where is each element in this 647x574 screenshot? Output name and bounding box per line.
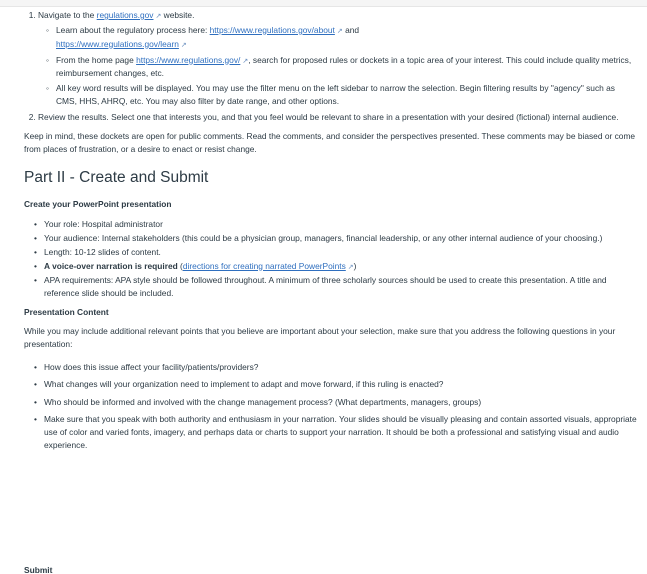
question-4: • Make sure that you speak with both authority and enthusiasm in your narration. Your slides should be visually pleasing and contain assorted visuals, appropriate use of color and varied fonts, imagery, and perhaps data or charts to support your narration. It should be both a professional and satisfying visual and audio experience. bbox=[44, 413, 637, 452]
dockets-paragraph: Keep in mind, these dockets are open for public comments. Read the comments, and consider the perspectives presented. These comments may be biased or come from places of frustration, or a desire to enact or resist change. bbox=[24, 131, 636, 155]
learn-link[interactable]: https://www.regulations.gov/learn bbox=[56, 38, 179, 49]
question-3: • Who should be informed and involved with the change management process? (What departments, managers, groups) bbox=[44, 396, 637, 409]
substep-home bbox=[56, 54, 637, 81]
home-suffix: , search for proposed rules or dockets in a topic area of your interest. This could include quality metrics, reimbursement changes, etc. bbox=[56, 54, 632, 79]
home-prefix: From the home page bbox=[56, 54, 137, 65]
question-2: • What changes will your organization need to implement to adapt and move forward, if this ruling is enacted? bbox=[44, 378, 637, 391]
regulations-link[interactable]: regulations.gov bbox=[96, 10, 154, 20]
instruction-steps bbox=[24, 9, 637, 124]
narrated-ppt-link[interactable]: directions for creating narrated PowerPoints bbox=[182, 260, 346, 271]
step1-suffix: website. bbox=[161, 10, 195, 20]
content-heading: Presentation Content bbox=[24, 307, 109, 318]
content-intro: While you may include additional relevant points that you believe are important about your selection, make sure that you address the following questions in your presentation: bbox=[24, 326, 616, 350]
voice-close: ) bbox=[353, 260, 357, 271]
presentation-questions bbox=[24, 361, 637, 451]
external-link-icon: ↗ bbox=[180, 41, 187, 49]
step-review: 2. Review the results. Select one that interests you, and that you feel would be relevant to share in a presentation with your desired (fictional) internal audience. bbox=[38, 111, 637, 124]
req-apa: • APA requirements: APA style should be followed throughout. A minimum of three scholarly sources should be used to create this presentation. A title and reference slide should be included. bbox=[44, 274, 637, 300]
about-link[interactable]: https://www.regulations.gov/about bbox=[209, 24, 335, 35]
external-link-icon: ↗ bbox=[347, 263, 354, 271]
learn-mid: and bbox=[342, 24, 360, 35]
external-link-icon: ↗ bbox=[336, 27, 343, 35]
req-voice bbox=[44, 260, 637, 274]
req-audience: • Your audience: Internal stakeholders (this could be a physician group, managers, financial leadership, or any other internal audience of your choosing.) bbox=[44, 232, 637, 245]
cutoff-heading: Submit bbox=[24, 565, 53, 574]
req-role: • Your role: Hospital administrator bbox=[44, 218, 637, 231]
home-link[interactable]: https://www.regulations.gov/ bbox=[136, 54, 241, 65]
assignment-content bbox=[0, 7, 647, 452]
req-length: • Length: 10-12 slides of content. bbox=[44, 246, 637, 259]
learn-prefix: Learn about the regulatory process here: bbox=[56, 24, 210, 35]
question-1: • How does this issue affect your facility/patients/providers? bbox=[44, 361, 637, 374]
external-link-icon: ↗ bbox=[242, 57, 249, 65]
voice-required: A voice-over narration is required bbox=[44, 260, 178, 271]
external-link-icon: ↗ bbox=[155, 13, 162, 20]
substep-learn bbox=[56, 24, 637, 52]
step1-prefix: Navigate to the bbox=[38, 10, 97, 20]
create-heading: Create your PowerPoint presentation bbox=[24, 199, 172, 210]
top-bar bbox=[0, 0, 647, 7]
voice-open: ( bbox=[177, 260, 183, 271]
step1-substeps bbox=[38, 24, 637, 109]
step-navigate bbox=[38, 9, 637, 108]
part2-title: Part II - Create and Submit bbox=[24, 169, 209, 187]
substep-keyword: ◦ All key word results will be displayed. You may use the filter menu on the left sidebar to narrow the selection. Begin filtering results by "agency" such as CMS, HHS, AHRQ, etc. You may also filter by date range, and other options. bbox=[56, 82, 637, 108]
presentation-requirements bbox=[24, 218, 637, 301]
